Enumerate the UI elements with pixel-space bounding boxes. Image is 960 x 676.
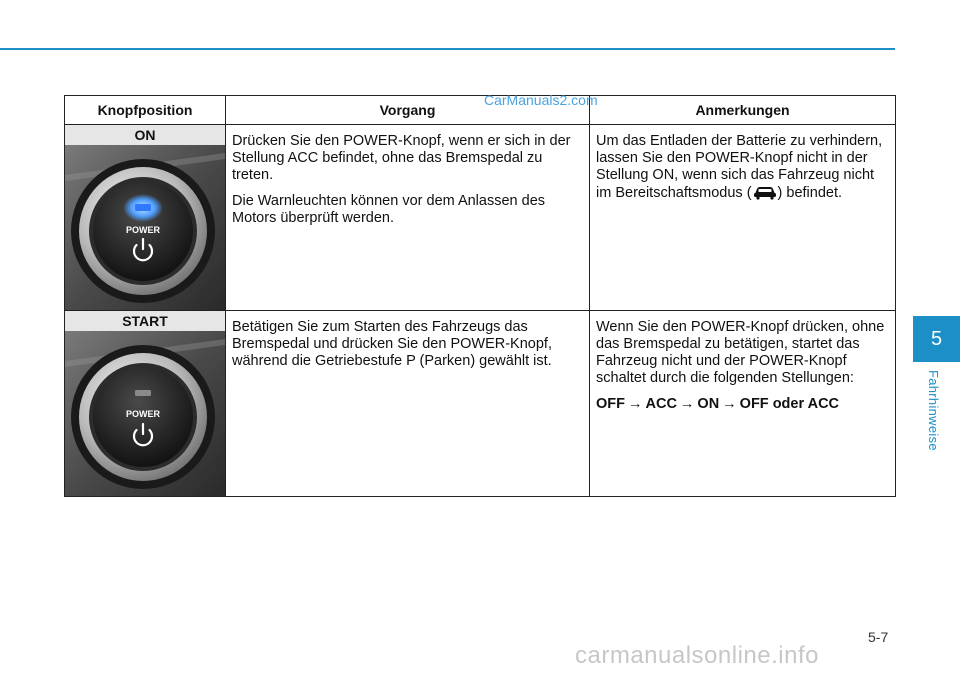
notes-on-text-before: Um das Entladen der Batterie zu verhindern, lassen Sie den POWER-Knopf nicht in der Stellung ON, wenn sich das Fahrzeug nicht im Bereitschaftsmodus ( bbox=[596, 133, 883, 201]
position-sequence bbox=[596, 396, 890, 413]
header-anmerkungen: Anmerkungen bbox=[590, 96, 896, 125]
procedure-cell-on bbox=[226, 125, 590, 311]
car-ready-icon bbox=[752, 184, 778, 200]
top-rule bbox=[0, 48, 895, 50]
notes-cell-on bbox=[590, 125, 896, 311]
page-number: 5-7 bbox=[868, 629, 889, 645]
sequence-item: OFF bbox=[596, 396, 625, 412]
procedure-start-text: Betätigen Sie zum Starten des Fahrzeugs das Bremspedal und drücken Sie den POWER-Knopf, während die Getriebestufe P (Parken) gewählt ist. bbox=[232, 319, 552, 369]
watermark-top: CarManuals2.com bbox=[484, 92, 598, 108]
sequence-item: ACC bbox=[645, 396, 677, 412]
position-cell-start bbox=[65, 311, 226, 497]
arrow-right-icon: → bbox=[628, 396, 643, 412]
procedure-on-text-2: Die Warnleuchten können vor dem Anlassen des Motors überprüft werden. bbox=[232, 193, 546, 226]
indicator-lamp-on bbox=[135, 204, 151, 211]
notes-cell-start bbox=[590, 311, 896, 497]
notes-on-text-after: ) befindet. bbox=[777, 185, 843, 201]
chapter-tab: 5 bbox=[913, 316, 960, 362]
sequence-item: OFF oder ACC bbox=[739, 396, 840, 412]
table-row-on bbox=[65, 125, 896, 311]
position-label-start: START bbox=[65, 311, 225, 331]
position-label-on: ON bbox=[65, 125, 225, 145]
table-row-start bbox=[65, 311, 896, 497]
procedure-on-text-1: Drücken Sie den POWER-Knopf, wenn er sich in der Stellung ACC befindet, ohne das Bremspedal zu treten. bbox=[232, 133, 571, 183]
power-button-start-image bbox=[65, 331, 225, 496]
sequence-item: ON bbox=[697, 396, 720, 412]
notes-start-text: Wenn Sie den POWER-Knopf drücken, ohne das Bremspedal zu betätigen, startet das Fahrzeug nicht und der POWER-Knopf schaltet durch die folgenden Stellungen: bbox=[596, 319, 885, 386]
indicator-lamp-start bbox=[135, 390, 151, 396]
table-header-row bbox=[65, 96, 896, 125]
notes-on-text bbox=[596, 133, 890, 202]
chapter-label: Fahrhinweise bbox=[926, 370, 941, 451]
arrow-right-icon: → bbox=[722, 396, 737, 412]
procedure-cell-start bbox=[226, 311, 590, 497]
button-position-table bbox=[64, 95, 896, 497]
position-cell-on bbox=[65, 125, 226, 311]
arrow-right-icon: → bbox=[679, 396, 695, 412]
header-vorgang: Vorgang bbox=[226, 96, 590, 125]
header-knopfposition: Knopfposition bbox=[65, 96, 226, 125]
power-label-start: POWER bbox=[125, 409, 161, 419]
power-label-on: POWER bbox=[125, 225, 161, 235]
watermark-bottom: carmanualsonline.info bbox=[575, 642, 819, 669]
power-button-on-image bbox=[65, 145, 225, 310]
